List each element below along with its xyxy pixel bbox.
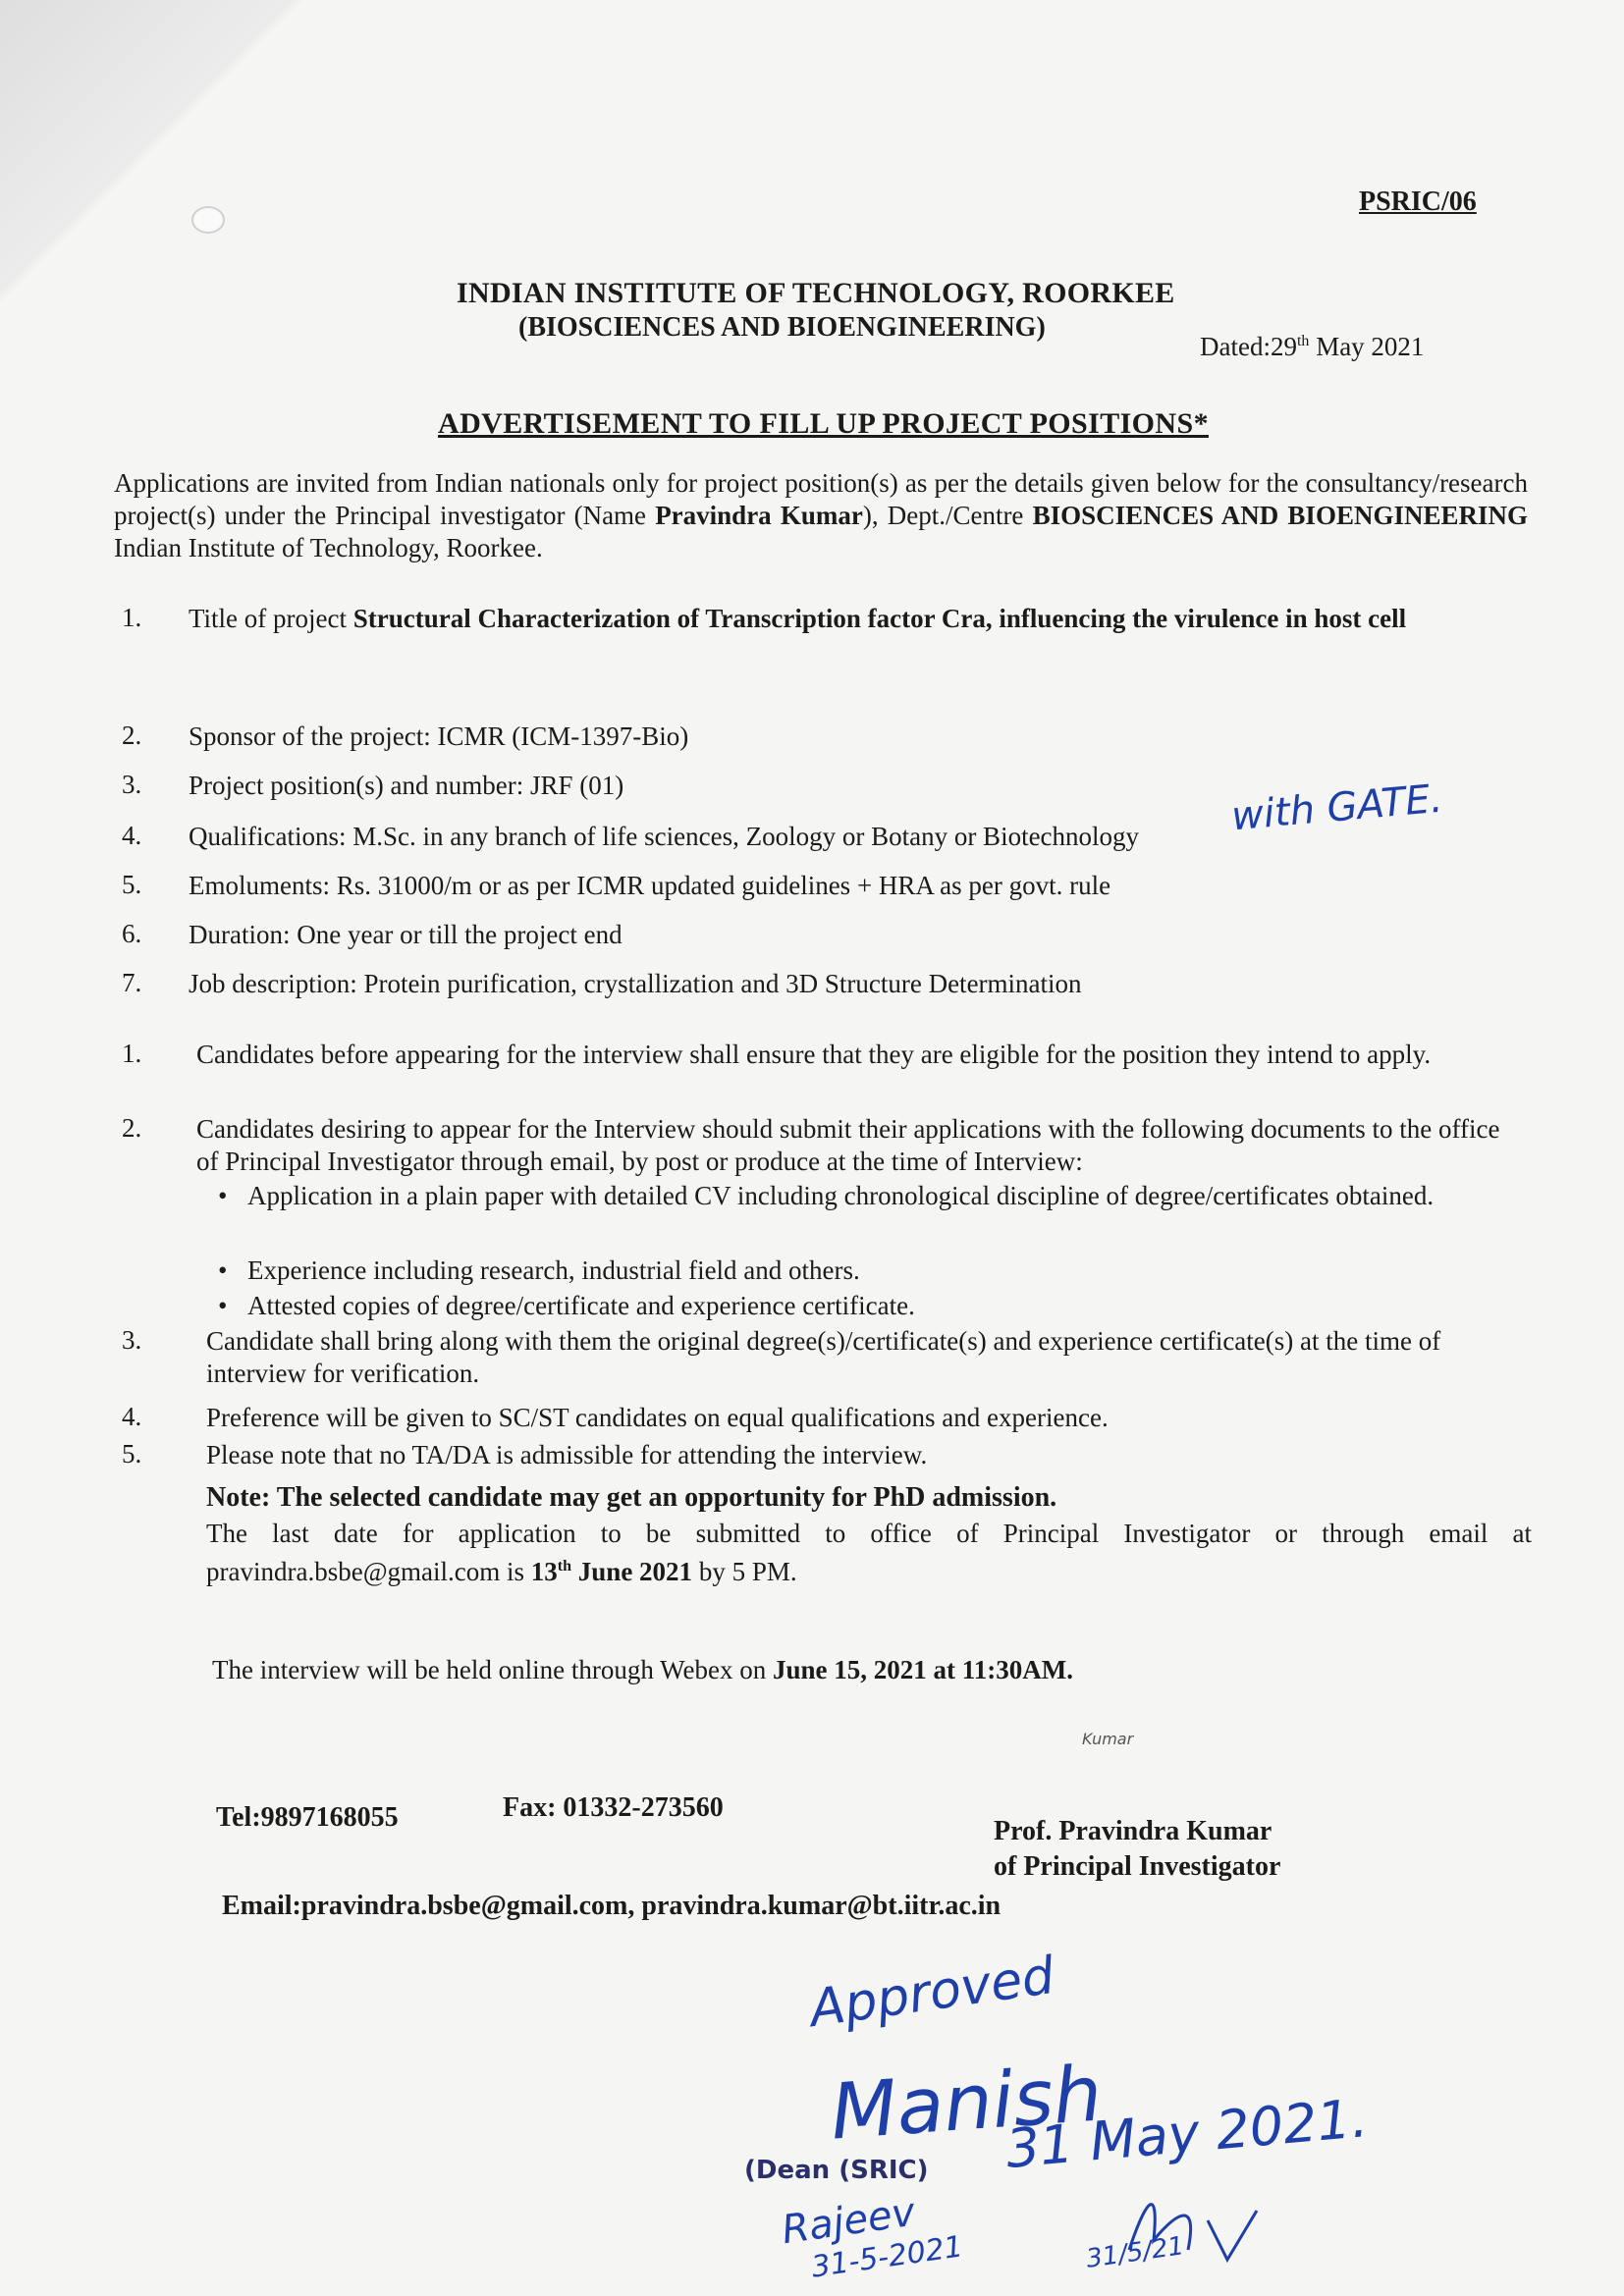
signatory-name: Prof. Pravindra Kumar [994,1816,1272,1846]
document-bullet: • Attested copies of degree/certificate and experience certificate. [247,1290,1553,1322]
handwritten-note: with GATE. [1229,775,1445,840]
countersign: Rajeev [779,2189,918,2254]
countersign-date: 31-5-2021 [809,2229,965,2285]
initial-date: 31/5/21 [1084,2231,1186,2274]
department-name: (BIOSCIENCES AND BIOENGINEERING) [518,312,1046,343]
project-details-list: 1. Title of project Structural Characterization of Transcription factor Cra, influencing the virulence in host cell 2. Sponsor of the project: ICMR (ICM-1397-Bio) 3. Project position(s) and number: JRF (01) 4. Qualifications: M.Sc. in any branch of life sciences, Zoology or Botany or Biotechnology 5. Emoluments: Rs. 31000/m or as per ICMR updated guidelines + HRA as per govt. rule 6. Duration: One year or till the project end 7. Job description: Protein purification, crystallization and 3D Structure Determination [122,603,1407,998]
tel-number: Tel:9897168055 [216,1802,399,1833]
pi-initials: Kumar [1082,1730,1134,1748]
intro-paragraph: Applications are invited from Indian nationals only for project position(s) as per the details given below for the consultancy/research project(s) under the Principal investigator (Name Pravindra Kumar), Dept./Centre BIOSCIENCES AND BIOENGINEERING Indian Institute of Technology, Roorkee. [114,468,1528,562]
last-date-paragraph: The last date for application to be submitted to office of Principal Investigator or through email at pravindra.bsbe@gmail.com is 13th June 2021 by 5 PM. [206,1519,1532,1586]
email-line: Email:pravindra.bsbe@gmail.com, pravindra.kumar@bt.iitr.ac.in [222,1891,1001,1921]
initial-signature-icon [1119,2181,1267,2269]
date-line: Dated:29th May 2021 [1200,332,1425,361]
folded-corner [0,0,304,304]
reference-number: PSRIC/06 [1359,187,1477,217]
phd-note: Note: The selected candidate may get an opportunity for PhD admission. [206,1482,1057,1513]
dean-stamp: (Dean (SRIC) [744,2156,929,2185]
approval-date: 31 May 2021. [1002,2087,1371,2180]
punch-hole [191,206,225,234]
institute-name: INDIAN INSTITUTE OF TECHNOLOGY, ROORKEE [457,277,1175,309]
signatory-role: of Principal Investigator [994,1851,1281,1882]
fax-number: Fax: 01332-273560 [503,1792,724,1823]
approved-handwriting: Approved [806,1946,1058,2040]
document-bullet: • Experience including research, industrial field and others. [247,1255,1553,1287]
interview-line: The interview will be held online through Webex on June 15, 2021 at 11:30AM. [212,1655,1073,1684]
page-title: ADVERTISEMENT TO FILL UP PROJECT POSITIONS* [438,407,1209,440]
approver-signature: Manish [828,2050,1106,2158]
document-bullet: • Application in a plain paper with detailed CV including chronological discipline of degree/certificates obtained. [247,1180,1518,1212]
conditions-list: 1. Candidates before appearing for the interview shall ensure that they are eligible for the position they intend to apply. 2. Candidates desiring to appear for the Interview should submit their applications with the following documents to the office of Principal Investigator through email, by post or produce at the time of Interview: • Application in a plain paper with detailed CV including chronological discipline of degree/certificates obtained. • Experience including research, industrial field and others. • Attested copies of degree/certificate and experience certificate. 3. Candidate shall bring along with them the original degree(s)/certificate(s) and experience certificate(s) at the time of interview for verification. 4. Preference will be given to SC/ST candidates on equal qualifications and experience. 5. Please note that no TA/DA is admissible for attending the interview. [114,1039,1538,1490]
